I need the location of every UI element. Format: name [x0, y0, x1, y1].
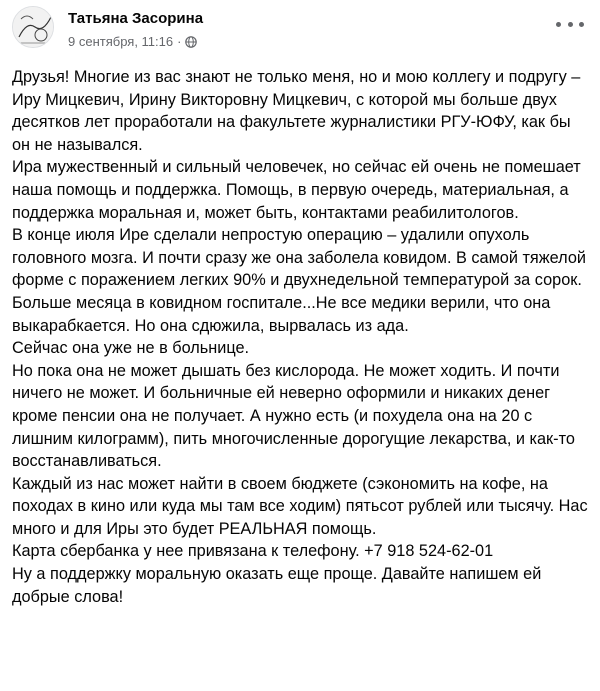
- post-paragraph: Карта сбербанка у нее привязана к телефону. +7 918 524-62-01: [12, 542, 494, 561]
- more-dot: [556, 22, 561, 27]
- post-header: [12, 6, 588, 58]
- post-text: [12, 66, 588, 608]
- post-paragraph: Ну а поддержку моральную оказать еще проще. Давайте напишем ей добрые слова!: [12, 565, 542, 606]
- post-date[interactable]: 9 сентября, 11:16: [68, 34, 174, 49]
- avatar-image: [13, 7, 54, 48]
- author-name[interactable]: Татьяна Засорина: [68, 10, 204, 27]
- more-options-icon[interactable]: [556, 14, 584, 34]
- more-dot: [579, 22, 584, 27]
- meta-separator: ·: [177, 34, 182, 49]
- post-paragraph: Каждый из нас может найти в своем бюджете (сэкономить на кофе, на походах в кино или куда мы там все ходим) пятьсот рублей или тысячу. Нас много и для Иры это будет РЕАЛЬНАЯ помощь.: [12, 474, 588, 538]
- globe-icon[interactable]: [185, 36, 197, 48]
- post-paragraph: Сейчас она уже не в больнице.: [12, 339, 250, 358]
- more-dot: [568, 22, 573, 27]
- post-paragraph: Друзья! Многие из вас знают не только меня, но и мою коллегу и подругу – Иру Мицкевич, Ирину Викторовну Мицкевич, с которой мы больше двух десятков лет проработали на факультете журналистики РГУ-ЮФУ, как бы он не назывался.: [12, 68, 581, 154]
- post-paragraph: Ира мужественный и сильный человечек, но сейчас ей очень не помешает наша помощь и поддержка. Помощь, в первую очередь, материальная, а поддержка моральная и, может быть, контактами реабилитологов.: [12, 158, 581, 222]
- post-paragraph: В конце июля Ире сделали непростую операцию – удалили опухоль головного мозга. И почти сразу же она заболела ковидом. В самой тяжелой форме с поражением легких 90% и двухнедельной температурой за сорок. Больше месяца в ковидном госпитале...Не все медики верили, что она выкарабкается. Но она сдюжила, вырвалась из ада.: [12, 226, 586, 335]
- avatar[interactable]: [12, 6, 54, 48]
- post-meta: [68, 34, 197, 49]
- post-paragraph: Но пока она не может дышать без кислорода. Не может ходить. И почти ничего не может. И больничные ей неверно оформили и никаких денег кроме пенсии она не получает. А нужно есть (и похудела она на 20 с лишним килограмм), пить многочисленные дорогущие лекарства, и как-то восстанавливаться.: [12, 361, 575, 471]
